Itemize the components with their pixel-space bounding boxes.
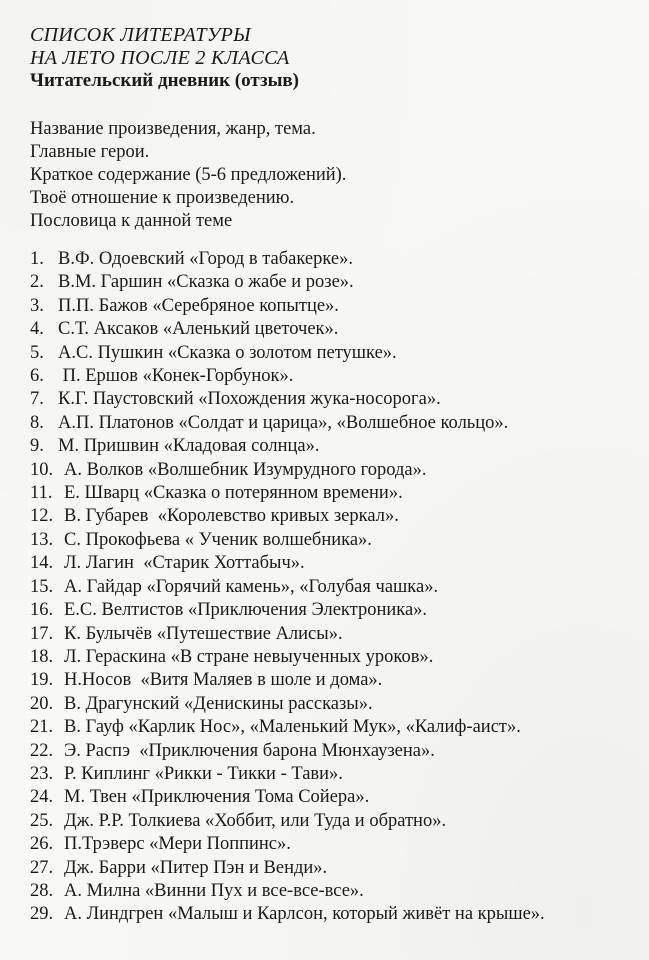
book-number: 17. — [30, 623, 54, 644]
document-header — [30, 24, 299, 92]
book-entry: П.П. Бажов «Серебряное копытце». — [58, 295, 339, 316]
book-number: 1. — [30, 249, 44, 269]
book-number: 11. — [30, 483, 53, 504]
book-number: 15. — [30, 576, 54, 597]
book-list-item — [30, 880, 545, 903]
book-number: 24. — [30, 787, 54, 808]
book-entry: А. Милна «Винни Пух и все-все-все». — [64, 880, 364, 901]
book-number: 13. — [30, 529, 54, 550]
book-list-item — [30, 716, 545, 739]
book-number: 25. — [30, 810, 54, 831]
book-entry: В. Гауф «Карлик Нос», «Маленький Мук», «Калиф-аист». — [64, 717, 521, 738]
book-list-item — [30, 623, 545, 646]
book-list-item — [30, 903, 545, 926]
instruction-item: Твоё отношение к произведению. — [30, 188, 295, 208]
diary-instructions — [30, 118, 346, 233]
book-list-item — [30, 529, 545, 552]
book-entry: А. Волков «Волшебник Изумрудного города». — [64, 459, 427, 480]
book-entry: В. Драгунский «Денискины рассказы». — [64, 693, 373, 714]
book-number: 20. — [30, 693, 54, 714]
book-entry: А.С. Пушкин «Сказка о золотом петушке». — [58, 342, 397, 363]
book-entry: Н.Носов «Витя Маляев в шоле и дома». — [64, 670, 383, 691]
book-number: 3. — [30, 295, 44, 316]
book-entry: П. Ершов «Конек-Горбунок». — [58, 366, 294, 387]
book-number: 23. — [30, 763, 54, 784]
book-list-item — [30, 810, 545, 833]
book-entry: В.М. Гаршин «Сказка о жабе и розе». — [58, 272, 354, 293]
book-list-item — [30, 295, 545, 318]
book-entry: К.Г. Паустовский «Похождения жука-носорога». — [58, 389, 441, 410]
book-number: 7. — [30, 389, 44, 410]
book-number: 27. — [30, 857, 54, 878]
book-list-item — [30, 505, 545, 528]
book-number: 14. — [30, 553, 54, 574]
instruction-item: Пословица к данной теме — [30, 211, 233, 231]
book-entry: А.П. Платонов «Солдат и царица», «Волшебное кольцо». — [58, 412, 509, 433]
book-entry: С.Т. Аксаков «Аленький цветочек». — [58, 319, 339, 340]
title-line-2: НА ЛЕТО ПОСЛЕ 2 КЛАССА — [30, 47, 290, 69]
title-line-1: СПИСОК ЛИТЕРАТУРЫ — [30, 24, 251, 46]
book-list-item — [30, 693, 545, 716]
book-list-item — [30, 412, 545, 435]
book-number: 10. — [30, 459, 54, 480]
book-list-item — [30, 318, 545, 341]
book-list-item — [30, 248, 545, 271]
book-entry: А. Линдгрен «Малыш и Карлсон, который живёт на крыше». — [64, 904, 545, 925]
book-number: 29. — [30, 904, 54, 925]
book-entry: П.Трэверс «Мери Поппинс». — [64, 834, 291, 855]
book-number: 22. — [30, 740, 54, 761]
book-number: 8. — [30, 412, 44, 433]
book-entry: Е. Шварц «Сказка о потерянном времени». — [64, 483, 403, 504]
book-number: 5. — [30, 342, 44, 363]
book-list-item — [30, 646, 545, 669]
book-entry: Э. Распэ «Приключения барона Мюнхаузена». — [64, 740, 435, 761]
book-entry: М. Твен «Приключения Тома Сойера». — [64, 787, 370, 808]
book-list — [30, 248, 545, 927]
subtitle: Читательский дневник (отзыв) — [30, 70, 300, 91]
book-number: 18. — [30, 646, 54, 667]
book-entry: Л. Гераскина «В стране невыученных уроков». — [64, 646, 434, 667]
book-number: 2. — [30, 272, 44, 293]
instruction-item: Название произведения, жанр, тема. — [30, 119, 316, 139]
book-entry: С. Прокофьева « Ученик волшебника». — [64, 529, 372, 550]
book-entry: Р. Киплинг «Рикки - Тикки - Тави». — [64, 763, 343, 784]
book-number: 21. — [30, 717, 54, 738]
instruction-item: Главные герои. — [30, 142, 150, 162]
book-entry: К. Булычёв «Путешествие Алисы». — [64, 623, 343, 644]
book-entry: Дж. Р.Р. Толкиева «Хоббит, или Туда и обратно». — [64, 810, 447, 831]
book-list-item — [30, 786, 545, 809]
book-list-item — [30, 599, 545, 622]
book-entry: Дж. Барри «Питер Пэн и Венди». — [64, 857, 328, 878]
book-list-item — [30, 388, 545, 411]
book-entry: В.Ф. Одоевский «Город в табакерке». — [58, 249, 353, 269]
book-number: 26. — [30, 834, 54, 855]
book-number: 16. — [30, 600, 54, 621]
book-entry: Е.С. Велтистов «Приключения Электроника». — [64, 600, 428, 621]
book-list-item — [30, 271, 545, 294]
book-list-item — [30, 833, 545, 856]
book-list-item — [30, 552, 545, 575]
book-list-item — [30, 669, 545, 692]
book-list-item — [30, 435, 545, 458]
book-list-item — [30, 763, 545, 786]
book-list-item — [30, 459, 545, 482]
book-list-item — [30, 740, 545, 763]
book-number: 4. — [30, 319, 44, 340]
book-list-item — [30, 482, 545, 505]
book-number: 6. — [30, 366, 44, 387]
instruction-item: Краткое содержание (5-6 предложений). — [30, 165, 347, 185]
book-list-item — [30, 857, 545, 880]
book-entry: М. Пришвин «Кладовая солнца». — [58, 436, 320, 457]
book-list-item — [30, 576, 545, 599]
book-entry: Л. Лагин «Старик Хоттабыч». — [64, 553, 305, 574]
book-number: 19. — [30, 670, 54, 691]
book-number: 28. — [30, 880, 54, 901]
book-list-item — [30, 365, 545, 388]
book-entry: А. Гайдар «Горячий камень», «Голубая чашка». — [64, 576, 439, 597]
book-number: 12. — [30, 506, 54, 527]
book-entry: В. Губарев «Королевство кривых зеркал». — [64, 506, 399, 527]
book-list-item — [30, 342, 545, 365]
book-number: 9. — [30, 436, 44, 457]
